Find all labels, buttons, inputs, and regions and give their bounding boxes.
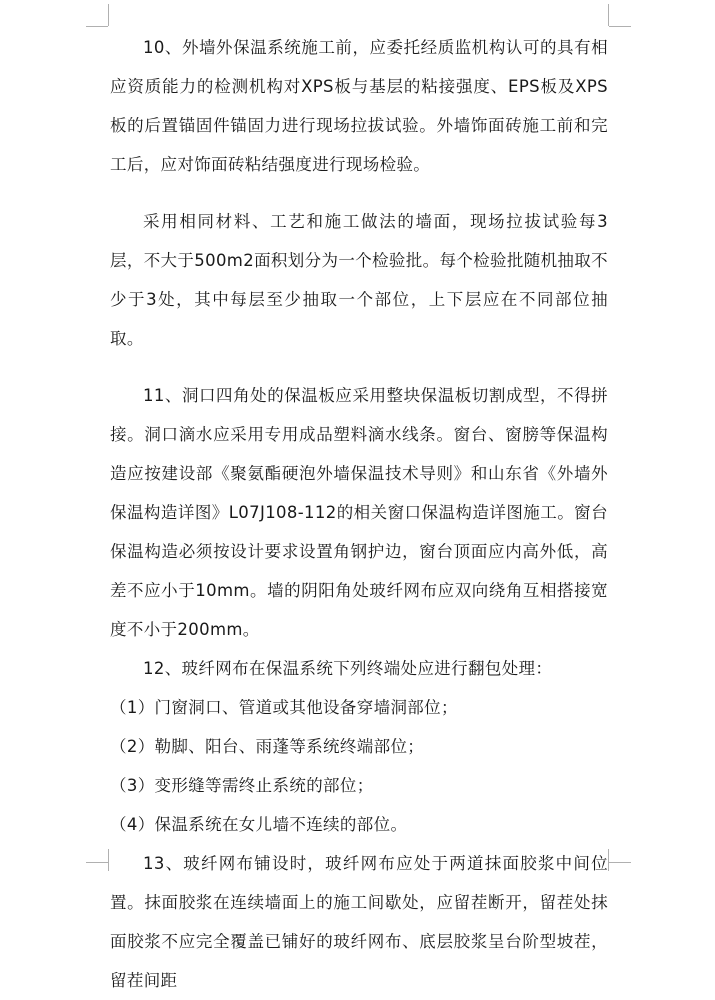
crop-mark-bottom-left-h	[86, 862, 108, 863]
paragraph-item-11: 11、洞口四角处的保温板应采用整块保温板切割成型，不得拼接。洞口滴水应采用专用成品塑料滴水线条。窗台、窗膀等保温构造应按建设部《聚氨酯硬泡外墙保温技术导则》和山东省《外墙外保温构造详图》L07J108-112的相关窗口保温构造详图施工。窗台保温构造必须按设计要求设置角钢护边，窗台顶面应内高外低，高差不应小于10mm。墙的阴阳角处玻纤网布应双向绕角互相搭接宽度不小于200mm。	[110, 386, 608, 639]
crop-mark-top-right-v	[608, 4, 609, 26]
crop-mark-top-left-h	[86, 26, 108, 27]
list-item-12-1: （1）门窗洞口、管道或其他设备穿墙洞部位；	[110, 698, 458, 717]
paragraph-item-12: 12、玻纤网布在保温系统下列终端处应进行翻包处理：	[143, 659, 553, 678]
paragraph-item-13: 13、玻纤网布铺设时，玻纤网布应处于两道抹面胶浆中间位置。抹面胶浆在连续墙面上的施工间歇处，应留茬断开，留茬处抹面胶浆不应完全覆盖已铺好的玻纤网布、底层胶浆呈台阶型坡茬，留茬间距	[110, 854, 608, 990]
list-item-12-4: （4）保温系统在女儿墙不连续的部位。	[110, 815, 408, 834]
paragraph-item-10: 10、外墙外保温系统施工前，应委托经质监机构认可的具有相应资质能力的检测机构对XPS板与基层的粘接强度、EPS板及XPS板的后置锚固件锚固力进行现场拉拔试验。外墙饰面砖施工前和完工后，应对饰面砖粘结强度进行现场检验。	[110, 38, 608, 174]
paragraph-spacer	[110, 184, 608, 202]
list-item-12-2: （2）勒脚、阳台、雨蓬等系统终端部位；	[110, 737, 425, 756]
document-body	[110, 28, 608, 1000]
paragraph-inspection-batch: 采用相同材料、工艺和施工做法的墙面，现场拉拔试验每3层，不大于500m2面积划分为一个检验批。每个检验批随机抽取不少于3处，其中每层至少抽取一个部位，上下层应在不同部位抽取。	[110, 212, 608, 348]
crop-mark-bottom-right-h	[609, 862, 631, 863]
crop-mark-top-left-v	[108, 4, 109, 26]
crop-mark-bottom-right-v	[608, 849, 609, 871]
paragraph-spacer	[110, 358, 608, 376]
crop-mark-top-right-h	[609, 26, 631, 27]
crop-mark-bottom-left-v	[108, 849, 109, 871]
list-item-12-3: （3）变形缝等需终止系统的部位；	[110, 776, 374, 795]
